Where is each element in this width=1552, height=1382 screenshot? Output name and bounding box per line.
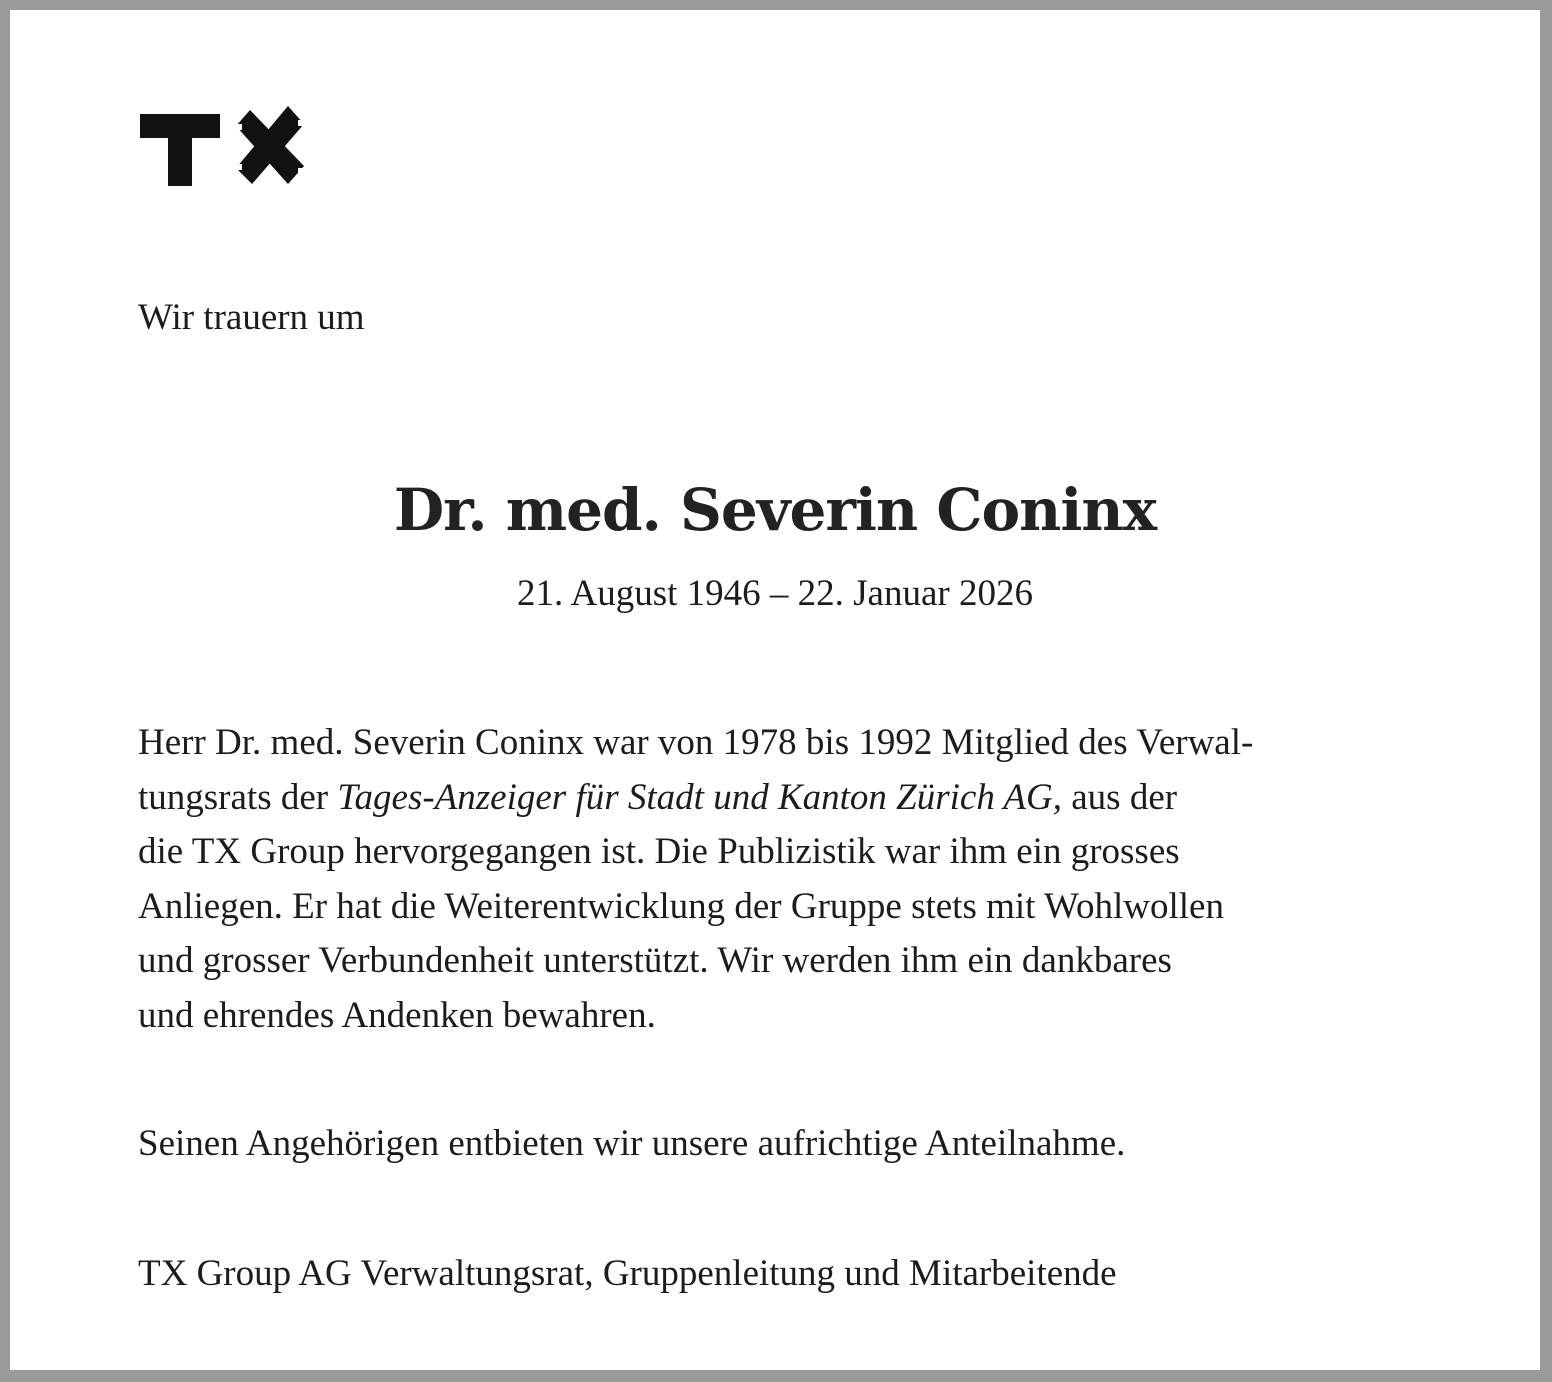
tribute-text: tungsrats der xyxy=(138,776,338,818)
tribute-line: Anliegen. Er hat die Weiterentwicklung der Gruppe stets mit Wohlwollen xyxy=(138,885,1224,927)
tribute-text: aus der xyxy=(1062,776,1178,818)
condolence-text: Seinen Angehörigen entbieten wir unsere aufrichtige Anteilnahme. xyxy=(138,1123,1126,1164)
signature: TX Group AG Verwaltungsrat, Gruppenleitung und Mitarbeitende xyxy=(138,1253,1117,1294)
tx-group-logo xyxy=(140,104,304,186)
company-name: Tages-Anzeiger für Stadt und Kanton Zürich AG, xyxy=(337,776,1062,818)
tribute-line: und ehrendes Andenken bewahren. xyxy=(138,994,656,1036)
tx-logo-icon xyxy=(140,104,304,186)
tribute-line: Herr Dr. med. Severin Coninx war von 1978 bis 1992 Mitglied des Verwal- xyxy=(138,722,1254,763)
deceased-name: Dr. med. Severin Coninx xyxy=(393,476,1157,544)
tribute-paragraph xyxy=(138,716,1398,1043)
life-dates: 21. August 1946 – 22. Januar 2026 xyxy=(517,573,1033,614)
intro-text: Wir trauern um xyxy=(138,297,365,338)
tribute-line: die TX Group hervorgegangen ist. Die Publizistik war ihm ein grosses xyxy=(138,831,1180,872)
tribute-line xyxy=(138,771,1398,826)
obituary-notice xyxy=(10,10,1540,1370)
tribute-line: und grosser Verbundenheit unterstützt. Wir werden ihm ein dankbares xyxy=(138,940,1172,981)
